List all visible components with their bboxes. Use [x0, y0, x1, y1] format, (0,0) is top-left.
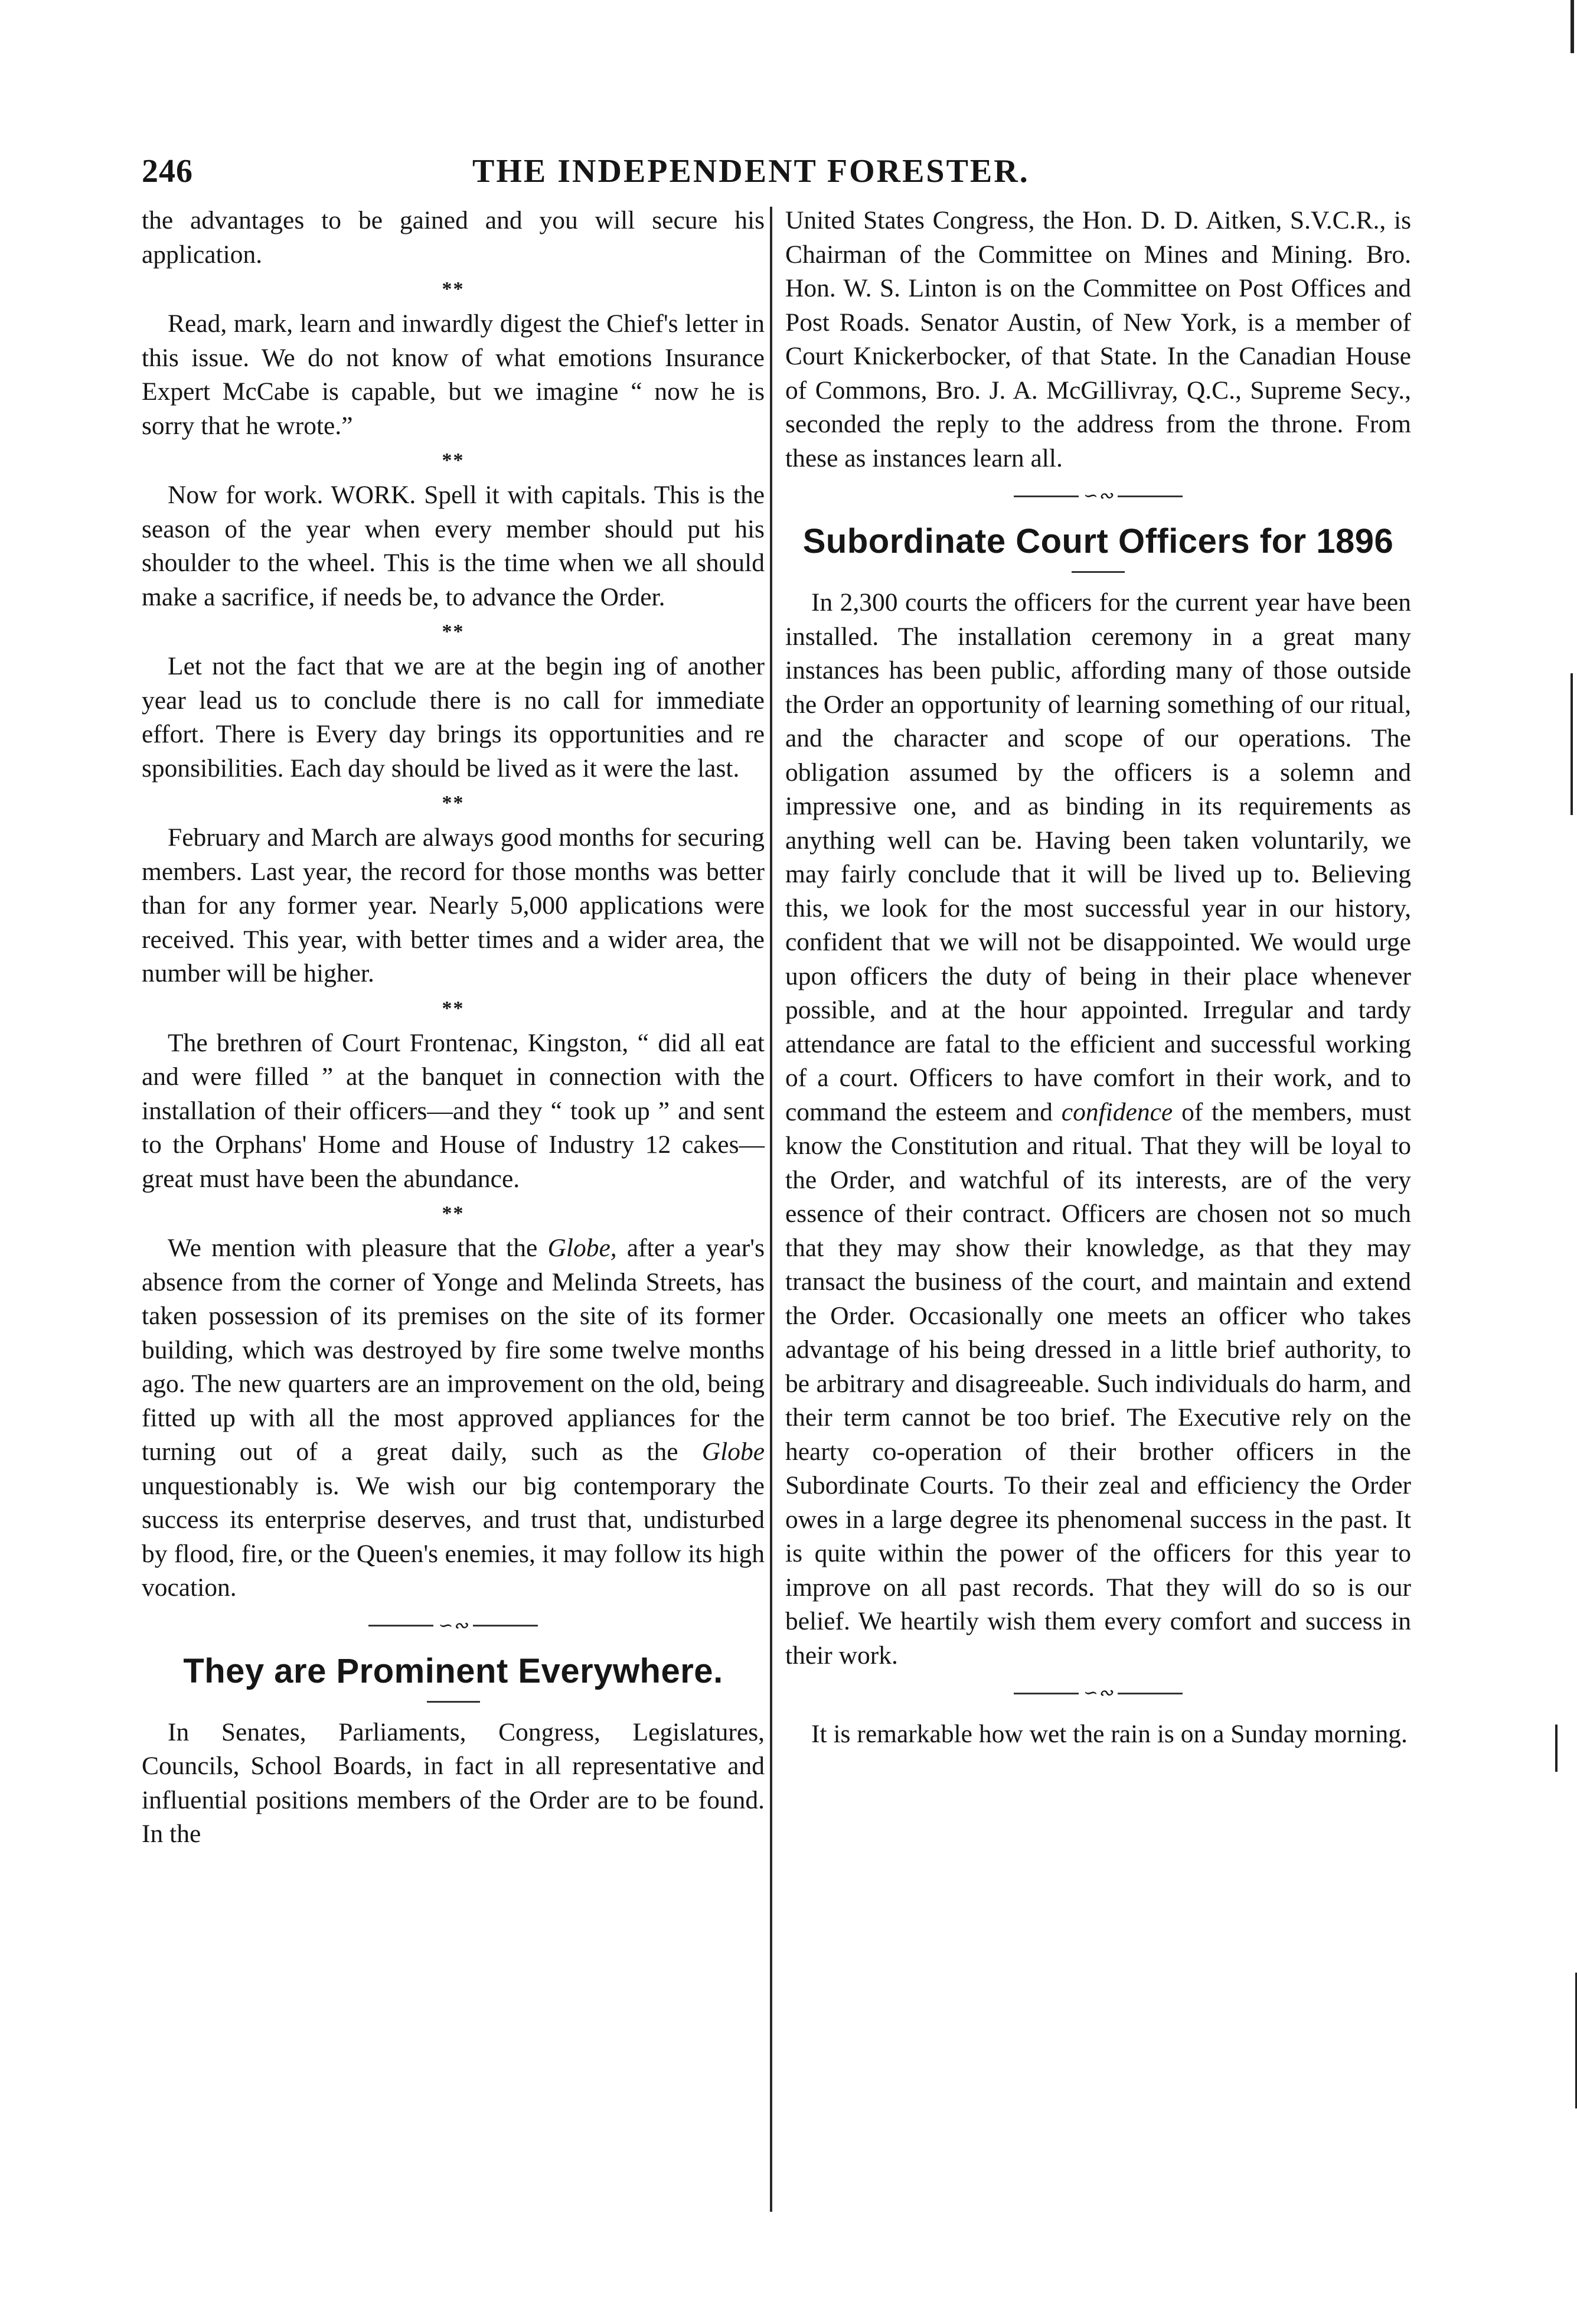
paragraph-senates: In Senates, Parliaments, Congress, Legislatures, Councils, School Boards, in fact in all representative and influential positions members of the Order are to be found. In the: [142, 1717, 765, 1848]
paragraph-february-march: February and March are always good months for securing members. Last year, the record for those months was better than for any former year. Nearly 5,000 applications were received. This year, with better times and a wider area, the number will be higher.: [142, 823, 765, 987]
ornament-line: [1014, 496, 1079, 497]
paragraph-rain: It is remarkable how wet the rain is on a Sunday morning.: [811, 1720, 1408, 1748]
heading-prominent-everywhere: They are Prominent Everywhere.: [183, 1651, 723, 1690]
ornament-line: [1118, 496, 1183, 497]
officers-text-a: In 2,300 courts the officers for the current year have been installed. The installation ceremony in a great many instances has been public, affording many of those outside the Order an opportunity of learning something of our ritual, and the character and scope of our operations. The obligation assumed by the officers is a solemn and impressive one, and as binding in its requirements as anything well can be. Having been taken voluntarily, we may fairly conclude that it will be lived up to. Believing this, we look for the most successful year in our history, confident that we will not be disappointed. We would urge upon officers the duty of being in their place whenever possible, and at the hour appointed. Irregular and tardy attendance are fatal to the efficient and successful working of a court. Officers to have comfort in their work, and to command the esteem and: [785, 588, 1411, 1126]
globe-text-a: We mention with pleasure that the: [168, 1234, 548, 1262]
confidence-word: confidence: [1061, 1097, 1173, 1126]
section-stars: **: [442, 1202, 465, 1224]
section-stars: **: [442, 792, 465, 814]
ornament-mark: ∽∾: [438, 1615, 468, 1635]
heading-subordinate-court-officers: Subordinate Court Officers for 1896: [802, 522, 1394, 560]
paragraph-congress: United States Congress, the Hon. D. D. Aitken, S.V.C.R., is Chairman of the Committee on Mines and Mining. Bro. Hon. W. S. Linton is on the Committee on Post Offices and Post Roads. Senator Austin, of New York, is a member of Court Knickerbocker, of that State. In the Canadian House of Commons, Bro. J. A. McGillivray, Q.C., Supreme Secy., seconded the reply to the address from the throne. From these as instances learn all.: [785, 206, 1411, 472]
globe-title: Globe: [701, 1438, 765, 1466]
paragraph-continuation: the advantages to be gained and you will secure his application.: [142, 206, 765, 269]
running-title: THE INDEPENDENT FORESTER.: [472, 153, 1030, 190]
edge-artifact: [1571, 673, 1573, 815]
page-header: [142, 152, 1352, 200]
section-stars: **: [442, 621, 465, 643]
column-divider: [770, 207, 772, 2212]
ornament-divider: [785, 483, 1411, 510]
ornament-mark: ∽∾: [1083, 1683, 1114, 1703]
globe-text-c: unquestionably is. We wish our big contemporary the success its enterprise deserves, and trust that, undisturbed by flood, fire, or the Queen's enemies, it may follow its high vocation.: [142, 1471, 765, 1602]
ornament-divider: [142, 1612, 765, 1639]
ornament-mark: ∽∾: [1083, 486, 1114, 506]
left-column: [142, 204, 765, 1852]
ornament-line: [1118, 1693, 1183, 1694]
paragraph-immediate-effort: Let not the fact that we are at the begin ing of another year lead us to conclude there is no call for immediate effort. There is Every day brings its opportunities and re sponsibilities. Each day should be lived as it were the last.: [142, 652, 765, 783]
right-column: [785, 204, 1411, 1752]
page-number: 246: [142, 153, 193, 190]
paragraph-work: Now for work. WORK. Spell it with capitals. This is the season of the year when every member should put his shoulder to the wheel. This is the time when we all should make a sacrifice, if needs be, to advance the Order.: [142, 481, 765, 611]
globe-text-b: after a year's absence from the corner of Yonge and Melinda Streets, has taken possession of its premises on the site of its former building, which was destroyed by fire some twelve months ago. The new quarters are an improvement on the old, being fitted up with all the most approved appliances for the turning out of a great daily, such as the: [142, 1234, 765, 1466]
section-stars: **: [442, 278, 465, 300]
ornament-divider: [785, 1680, 1411, 1707]
ornament-line: [473, 1625, 538, 1627]
paragraph-chiefs-letter: Read, mark, learn and inwardly digest the Chief's letter in this issue. We do not know of what emotions Insurance Expert McCabe is capable, but we imagine “ now he is sorry that he wrote.”: [142, 309, 765, 440]
section-stars: **: [442, 997, 465, 1019]
globe-title: Globe,: [547, 1234, 617, 1262]
paragraph-globe: [142, 1231, 765, 1605]
heading-rule: [1072, 571, 1125, 573]
edge-artifact: [1555, 1725, 1558, 1772]
ornament-line: [368, 1625, 433, 1627]
heading-rule: [427, 1701, 480, 1703]
paragraph-officers: [785, 586, 1411, 1673]
section-stars: **: [442, 449, 465, 471]
edge-artifact: [1571, 0, 1574, 53]
ornament-line: [1014, 1693, 1079, 1694]
paragraph-court-frontenac: The brethren of Court Frontenac, Kingston, “ did all eat and were filled ” at the banquet in connection with the installation of their officers—and they “ took up ” and sent to the Orphans' Home and House of Industry 12 cakes—great must have been the abundance.: [142, 1028, 765, 1193]
officers-text-b: of the members, must know the Constitution and ritual. That they will be loyal to the Order, and watchful of its interests, are of the very essence of their contract. Officers are chosen not so much that they may show their knowledge, as that they may transact the business of the court, and maintain and extend the Order. Occasionally one meets an officer who takes advantage of his being dressed in a little brief authority, to be arbitrary and disagreeable. Such individuals do harm, and their term cannot be too brief. The Executive rely on the hearty co-operation of their brother officers in the Subordinate Courts. To their zeal and efficiency the Order owes in a large degree its phenomenal success in the past. It is quite within the power of the officers for this year to improve on all past records. That they will do so is our belief. We heartily wish them every comfort and success in their work.: [785, 1097, 1411, 1670]
